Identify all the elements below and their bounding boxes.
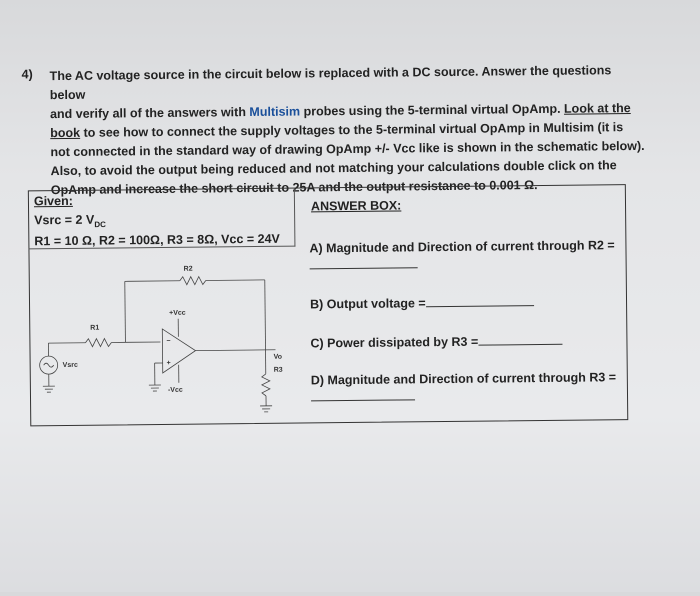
given-vsrc-text: Vsrc = 2 V bbox=[34, 213, 94, 228]
opamp-minus: − bbox=[166, 338, 170, 345]
answer-c bbox=[310, 333, 562, 351]
question-line-5: Also, to avoid the output being reduced and not matching your calculations double click on the bbox=[51, 156, 651, 181]
r1-resistor bbox=[85, 339, 111, 347]
question-number: 4) bbox=[22, 67, 33, 81]
answer-d: D) Magnitude and Direction of current through R3 = bbox=[311, 370, 616, 387]
given-label: Given: bbox=[34, 194, 73, 208]
question-line-6: OpAmp and increase the short circuit to 25A and the output resistance to 0.001 Ω. bbox=[51, 175, 651, 200]
r2-label: R2 bbox=[184, 266, 193, 273]
given-vsrc bbox=[34, 213, 106, 230]
book-underline: book bbox=[50, 126, 80, 140]
vo-label: Vo bbox=[274, 354, 283, 361]
look-at-the-underline: Look at the bbox=[564, 101, 631, 116]
answer-b-blank[interactable] bbox=[426, 294, 534, 307]
question-line-3-text: to see how to connect the supply voltages to the 5-terminal virtual OpAmp in Multisim (it is bbox=[80, 120, 623, 140]
question-text bbox=[50, 61, 651, 200]
question-line-2-text: and verify all of the answers with bbox=[50, 105, 249, 121]
question-line-2-text-b: probes using the 5-terminal virtual OpAmp. bbox=[300, 102, 564, 119]
vsrc-label: Vsrc bbox=[63, 362, 78, 369]
r2-resistor bbox=[180, 277, 206, 285]
answer-c-blank[interactable] bbox=[478, 333, 562, 346]
question-line-4: not connected in the standard way of drawing OpAmp +/- Vcc like is shown in the schematic below). bbox=[50, 137, 650, 162]
answer-a: A) Magnitude and Direction of current through R2 = bbox=[309, 238, 614, 255]
multisim-highlight: Multisim bbox=[249, 105, 300, 120]
vcc-plus-label: +Vcc bbox=[169, 310, 186, 317]
given-vsrc-sub: DC bbox=[94, 220, 106, 229]
given-values: R1 = 10 Ω, R2 = 100Ω, R3 = 8Ω, Vcc = 24V bbox=[34, 232, 280, 249]
r3-label: R3 bbox=[274, 367, 283, 374]
answer-b-text: B) Output voltage = bbox=[310, 296, 426, 311]
answer-c-text: C) Power dissipated by R3 = bbox=[310, 335, 478, 351]
circuit-schematic bbox=[30, 256, 302, 424]
vcc-minus-label: -Vcc bbox=[168, 387, 183, 394]
question-line-1: The AC voltage source in the circuit below is replaced with a DC source. Answer the questions below bbox=[50, 61, 650, 105]
r1-label: R1 bbox=[90, 325, 99, 332]
answer-box-label: ANSWER BOX: bbox=[311, 198, 401, 213]
answer-b bbox=[310, 294, 534, 311]
r3-resistor bbox=[262, 374, 270, 396]
opamp-plus: + bbox=[167, 360, 171, 367]
